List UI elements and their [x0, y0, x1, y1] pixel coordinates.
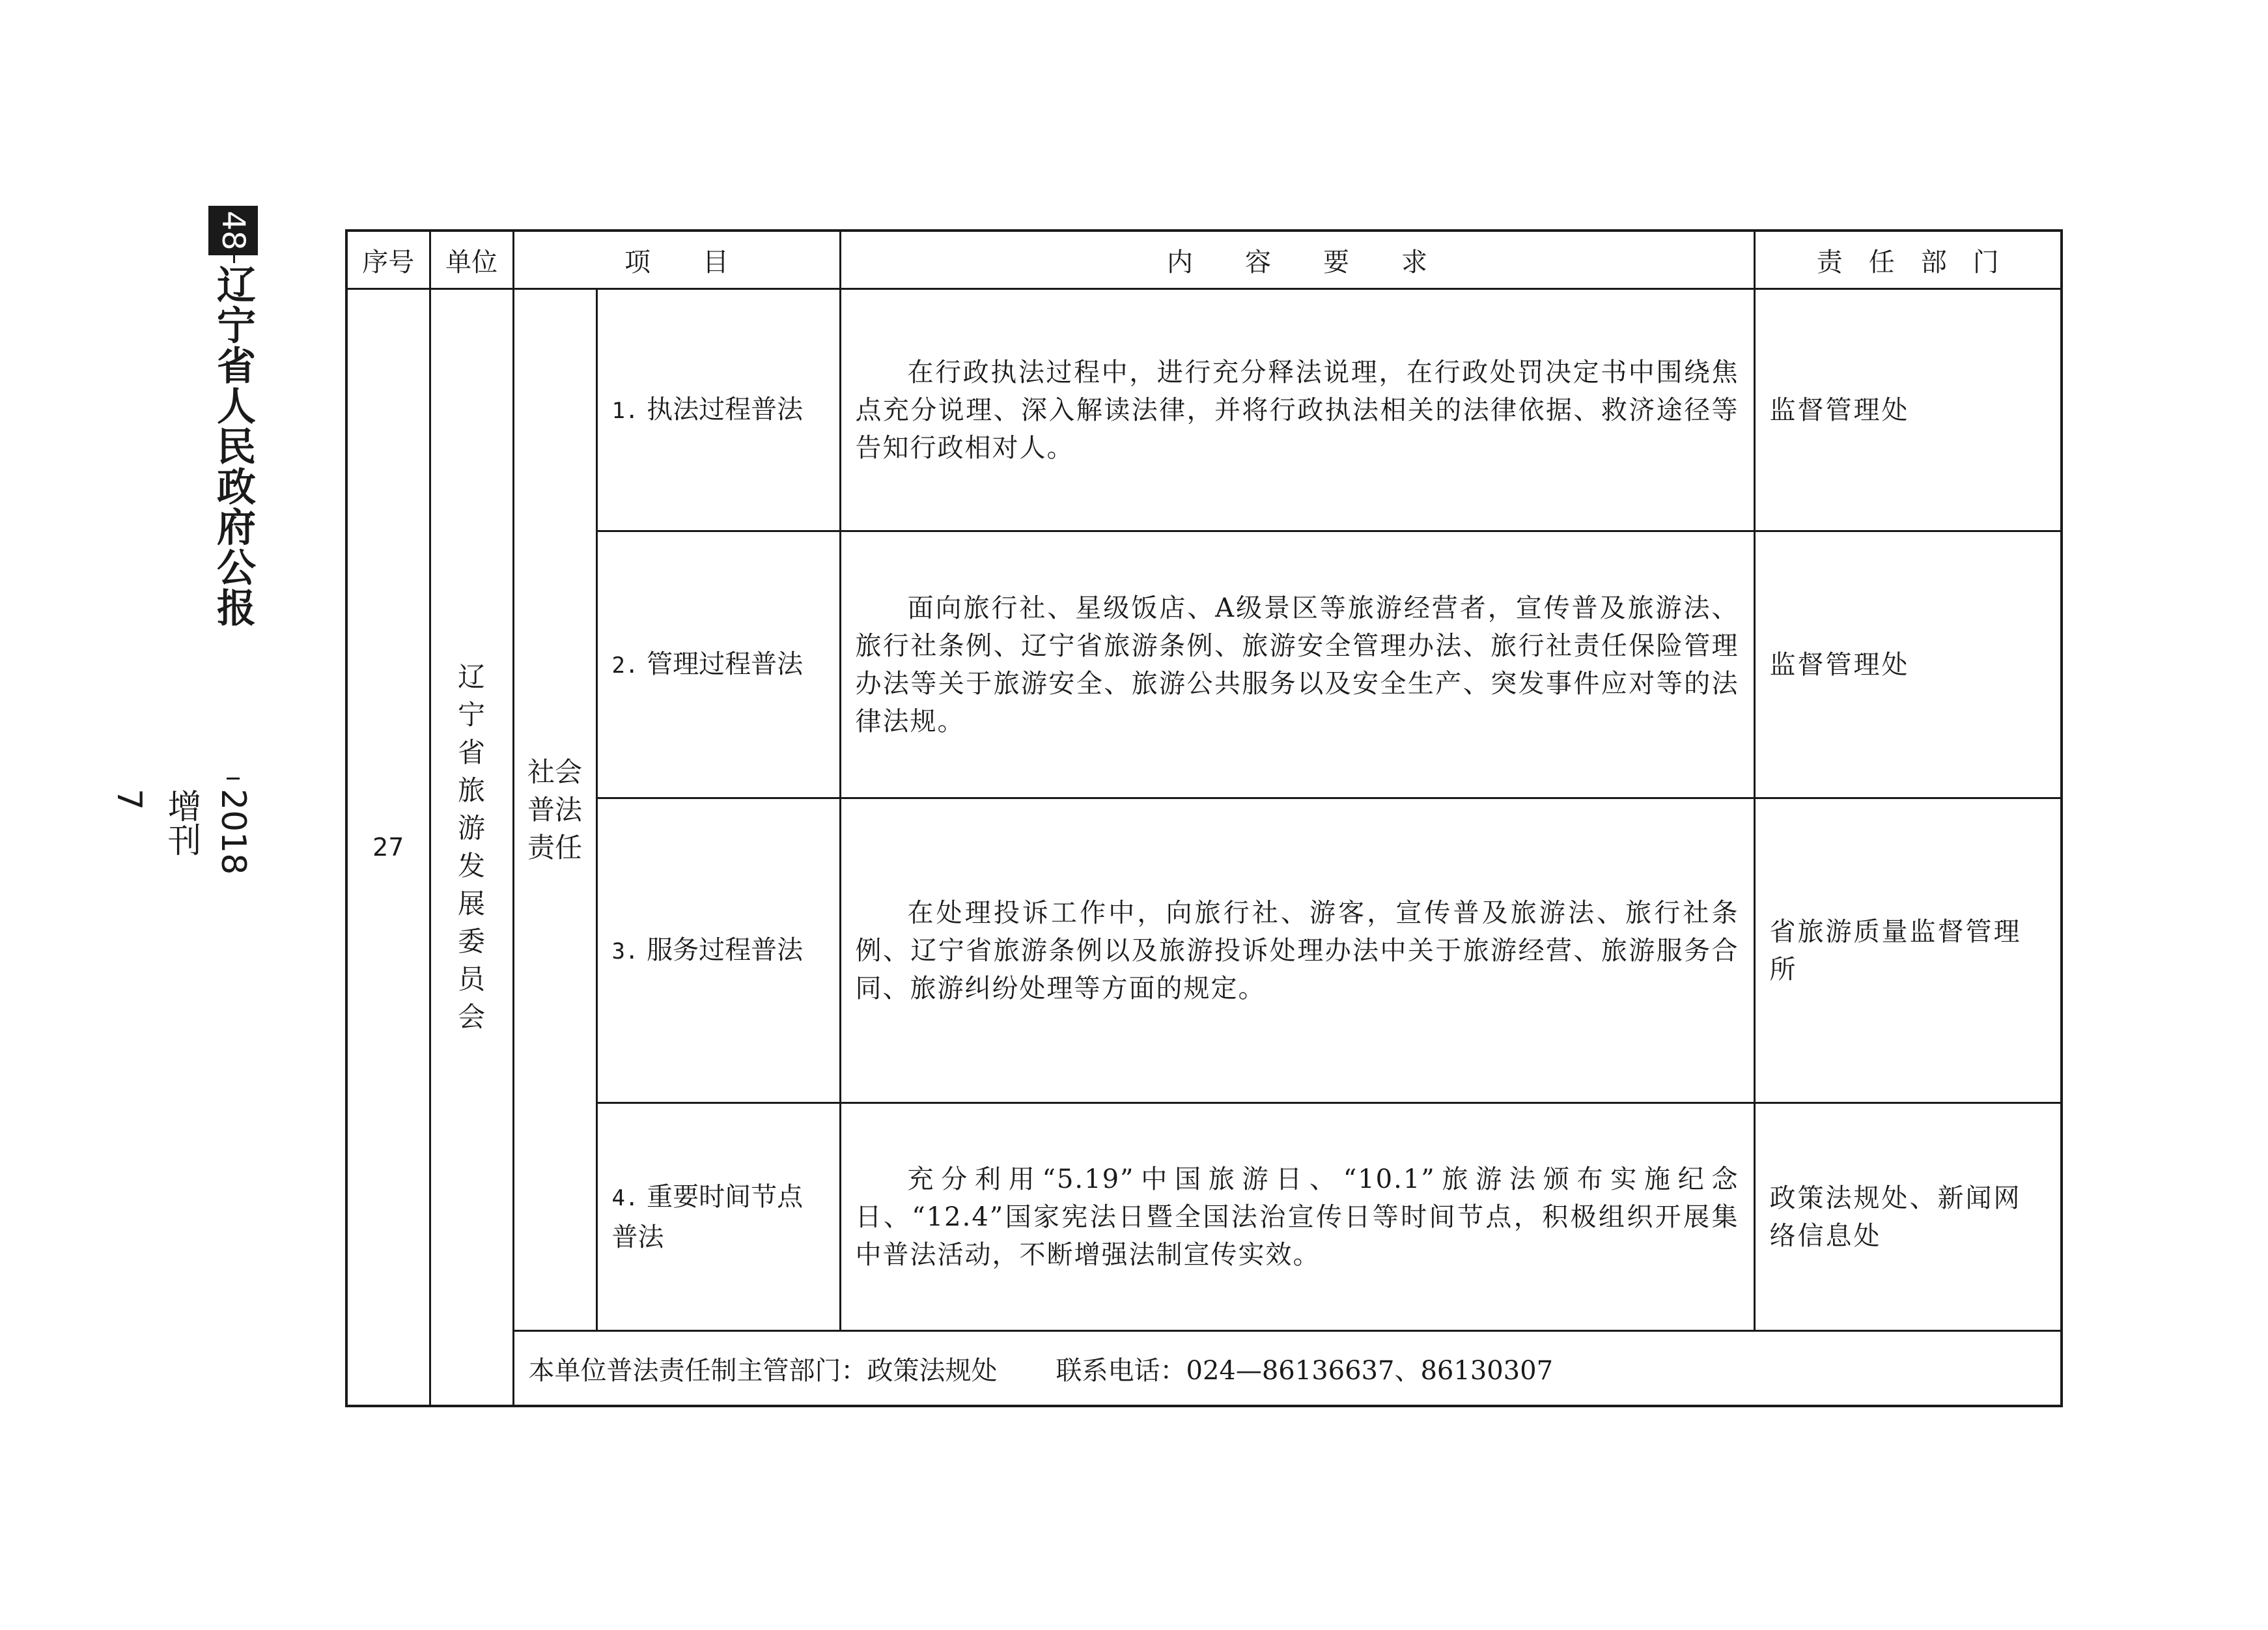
dept-cell: 省旅游质量监督管理所 — [1754, 798, 2062, 1103]
content-cell: 充分利用“5.19”中国旅游日、“10.1”旅游法颁布实施纪念日、“12.4”国家宪法日暨全国法治宣传日等时间节点，积极组织开展集中普法活动，不断增强法制宣传实效。 — [840, 1103, 1754, 1331]
content-cell: 在处理投诉工作中，向旅行社、游客，宣传普及旅游法、旅行社条例、辽宁省旅游条例以及旅游投诉处理办法中关于旅游经营、旅游服务合同、旅游纠纷处理等方面的规定。 — [840, 798, 1754, 1103]
running-header — [109, 206, 259, 875]
table-row — [346, 1103, 2062, 1331]
header-dept: 责 任 部 门 — [1754, 231, 2062, 289]
page-number: 48 — [215, 210, 251, 251]
content-cell: 在行政执法过程中，进行充分释法说理，在行政处罚决定书中围绕焦点充分说理、深入解读法律，并将行政执法相关的法律依据、救济途径等告知行政相对人。 — [840, 289, 1754, 531]
table-row — [346, 531, 2062, 798]
header-item: 项 目 — [513, 231, 840, 289]
dept-cell: 监督管理处 — [1754, 289, 2062, 531]
responsibility-table — [345, 229, 2063, 1407]
phone-text: 联系电话：024—86136637、86130307 — [1056, 1355, 1554, 1386]
header-unit: 单位 — [430, 231, 513, 289]
item-cell: 2. 管理过程普法 — [596, 531, 840, 798]
seq-cell: 27 — [346, 289, 430, 1407]
category-cell: 社会 普法 责任 — [513, 289, 596, 1331]
dept-cell: 政策法规处、新闻网络信息处 — [1754, 1103, 2062, 1331]
header-seq: 序号 — [346, 231, 430, 289]
footer-cell — [513, 1331, 2062, 1407]
table-footer-row — [346, 1331, 2062, 1407]
table-header-row — [346, 231, 2062, 289]
item-cell: 3. 服务过程普法 — [596, 798, 840, 1103]
content-cell: 面向旅行社、星级饭店、A级景区等旅游经营者，宣传普及旅游法、旅行社条例、辽宁省旅游条例、旅游安全管理办法、旅行社责任保险管理办法等关于旅游安全、旅游公共服务以及安全生产、突发事件应对等的法律法规。 — [840, 531, 1754, 798]
item-cell: 1. 执法过程普法 — [596, 289, 840, 531]
unit-name: 辽 宁 省 旅 游 发 展 委 员 会 — [457, 661, 485, 1033]
issue-label: 2018 增刊7 — [109, 789, 253, 875]
table-row — [346, 289, 2062, 531]
header-divider — [233, 255, 235, 263]
lead-dept-text: 本单位普法责任制主管部门：政策法规处 — [528, 1355, 998, 1386]
table-row — [346, 798, 2062, 1103]
unit-cell — [430, 289, 513, 1407]
item-cell: 4. 重要时间节点普法 — [596, 1103, 840, 1331]
dept-cell: 监督管理处 — [1754, 531, 2062, 798]
header-content: 内 容 要 求 — [840, 231, 1754, 289]
page-number-badge — [208, 206, 258, 255]
header-divider — [227, 778, 240, 780]
journal-title: 辽宁省人民政府公报 — [210, 264, 256, 628]
